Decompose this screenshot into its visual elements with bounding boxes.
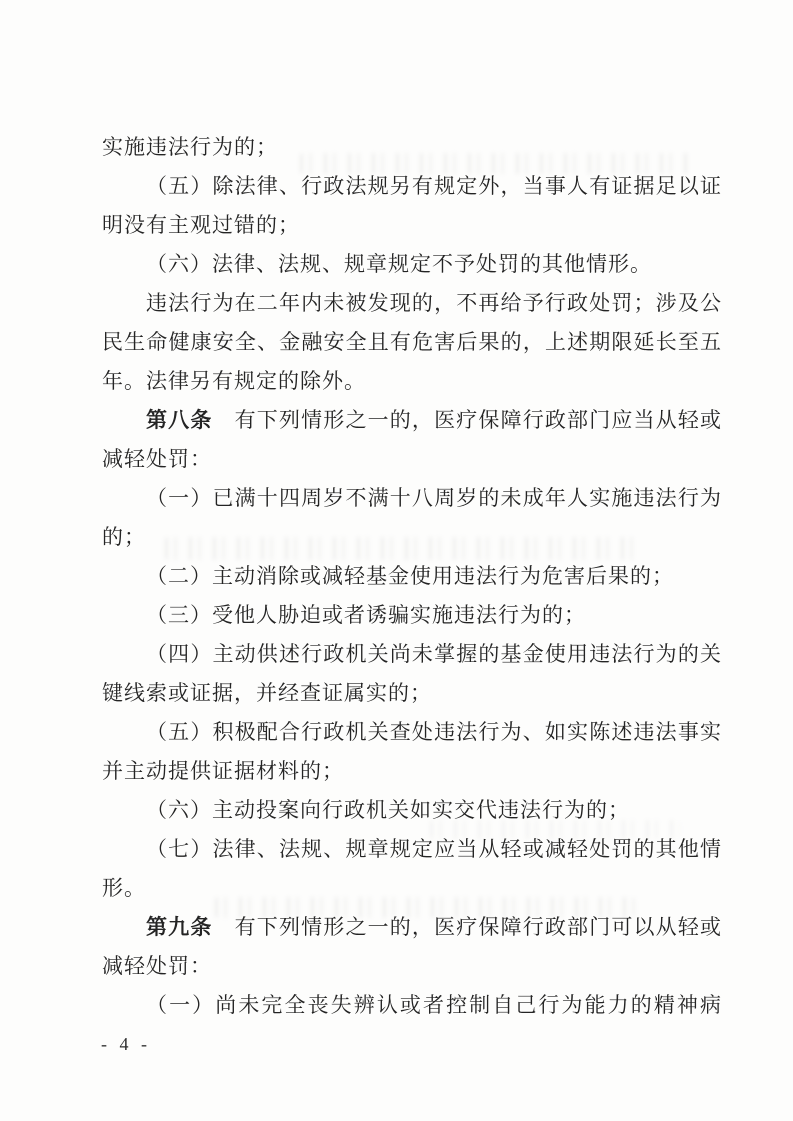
line-text-segment: （一）已满十四周岁不满十八周岁的未成年人实施违法行为 <box>146 486 722 510</box>
text-line <box>102 518 722 557</box>
line-text-segment: 实施违法行为的； <box>102 135 278 159</box>
text-line <box>102 479 722 518</box>
article-number-label: 第八条 <box>146 408 213 432</box>
text-line <box>102 830 722 869</box>
line-text-segment: 减轻处罚： <box>102 954 212 978</box>
line-text-segment: （六）法律、法规、规章规定不予处罚的其他情形。 <box>146 252 652 276</box>
text-line <box>102 869 722 908</box>
text-line <box>102 908 722 947</box>
text-line <box>102 245 722 284</box>
line-text-segment: （三）受他人胁迫或者诱骗实施违法行为的； <box>146 603 586 627</box>
text-line <box>102 986 722 1025</box>
line-text-segment: 键线索或证据，并经查证属实的； <box>102 681 432 705</box>
text-line <box>102 791 722 830</box>
article-number-label: 第九条 <box>146 915 213 939</box>
text-line <box>102 128 722 167</box>
line-text-segment: 形。 <box>102 876 146 900</box>
line-text-segment: （四）主动供述行政机关尚未掌握的基金使用违法行为的关 <box>146 642 722 666</box>
text-line <box>102 713 722 752</box>
line-text-segment: 民生命健康安全、金融安全且有危害后果的，上述期限延长至五 <box>102 330 722 354</box>
line-text-segment: （二）主动消除或减轻基金使用违法行为危害后果的； <box>146 564 674 588</box>
line-text-segment: 明没有主观过错的； <box>102 213 300 237</box>
text-line <box>102 440 722 479</box>
line-text-segment: （一）尚未完全丧失辨认或者控制自己行为能力的精神病 <box>146 993 722 1017</box>
text-line <box>102 323 722 362</box>
line-text-segment: 并主动提供证据材料的； <box>102 759 344 783</box>
line-text-segment: 有下列情形之一的，医疗保障行政部门应当从轻或 <box>212 408 722 432</box>
text-line <box>102 167 722 206</box>
text-line <box>102 362 722 401</box>
text-line <box>102 947 722 986</box>
text-line <box>102 401 722 440</box>
line-text-segment: 年。法律另有规定的除外。 <box>102 369 366 393</box>
text-line <box>102 206 722 245</box>
line-text-segment: 违法行为在二年内未被发现的，不再给予行政处罚；涉及公 <box>146 291 722 315</box>
text-line <box>102 557 722 596</box>
line-text-segment: （五）除法律、行政法规另有规定外，当事人有证据足以证 <box>146 174 722 198</box>
line-text-segment: 有下列情形之一的，医疗保障行政部门可以从轻或 <box>212 915 722 939</box>
document-text <box>102 128 722 1025</box>
text-line <box>102 635 722 674</box>
text-line <box>102 596 722 635</box>
text-line <box>102 674 722 713</box>
text-line <box>102 284 722 323</box>
line-text-segment: 的； <box>102 525 146 549</box>
text-line <box>102 752 722 791</box>
page-number: - 4 - <box>101 1034 151 1054</box>
line-text-segment: （六）主动投案向行政机关如实交代违法行为的； <box>146 798 630 822</box>
line-text-segment: （七）法律、法规、规章规定应当从轻或减轻处罚的其他情 <box>146 837 722 861</box>
line-text-segment: 减轻处罚： <box>102 447 212 471</box>
line-text-segment: （五）积极配合行政机关查处违法行为、如实陈述违法事实 <box>146 720 722 744</box>
